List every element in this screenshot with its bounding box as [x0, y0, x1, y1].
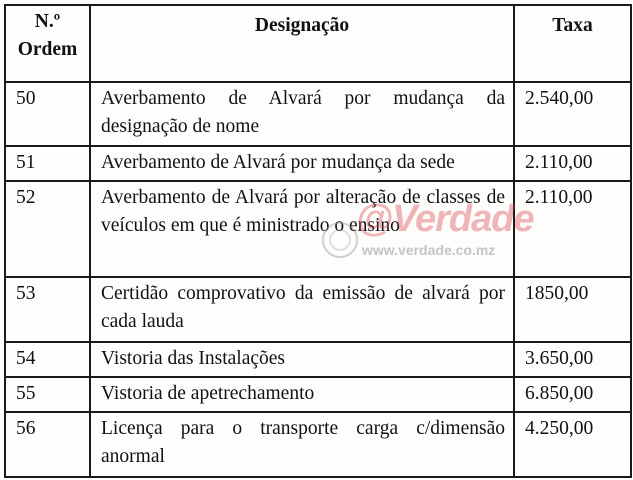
- row-ordem: 50: [5, 82, 90, 147]
- watermark-logo: @Verdade: [356, 198, 534, 240]
- table-row: [5, 82, 631, 147]
- row-designacao: Averbamento de Alvará por mudança da designação de nome: [90, 82, 514, 147]
- row-taxa: 3.650,00: [514, 342, 631, 377]
- row-designacao: Licença para o transporte carga c/dimensão anormal: [90, 412, 514, 477]
- row-taxa: 1850,00: [514, 277, 631, 342]
- row-designacao: Vistoria das Instalações: [90, 342, 514, 377]
- row-taxa: 2.110,00: [514, 146, 631, 181]
- row-designacao: Vistoria de apetrechamento: [90, 377, 514, 412]
- row-ordem: 55: [5, 377, 90, 412]
- table-row: [5, 181, 631, 277]
- header-ordem: N.º Ordem: [5, 5, 90, 82]
- row-designacao: Certidão comprovativo da emissão de alvará por cada lauda: [90, 277, 514, 342]
- row-taxa: 4.250,00: [514, 412, 631, 477]
- watermark-url: www.verdade.co.mz: [362, 242, 496, 258]
- row-taxa: 6.850,00: [514, 377, 631, 412]
- table-header-row: [5, 5, 631, 82]
- table-row: [5, 146, 631, 181]
- row-taxa: 2.540,00: [514, 82, 631, 147]
- table-row: [5, 412, 631, 477]
- row-ordem: 52: [5, 181, 90, 277]
- row-ordem: 53: [5, 277, 90, 342]
- header-designacao: Designação: [90, 5, 514, 82]
- row-taxa: 2.110,00: [514, 181, 631, 277]
- table-row: [5, 277, 631, 342]
- row-ordem: 51: [5, 146, 90, 181]
- row-designacao: Averbamento de Alvará por mudança da sede: [90, 146, 514, 181]
- row-ordem: 56: [5, 412, 90, 477]
- fee-table: [4, 4, 632, 478]
- header-taxa: Taxa: [514, 5, 631, 82]
- row-designacao: Averbamento de Alvará por alteração de classes de veículos em que é ministrado o ensino: [90, 181, 514, 277]
- table-row: [5, 342, 631, 377]
- row-ordem: 54: [5, 342, 90, 377]
- table-row: [5, 377, 631, 412]
